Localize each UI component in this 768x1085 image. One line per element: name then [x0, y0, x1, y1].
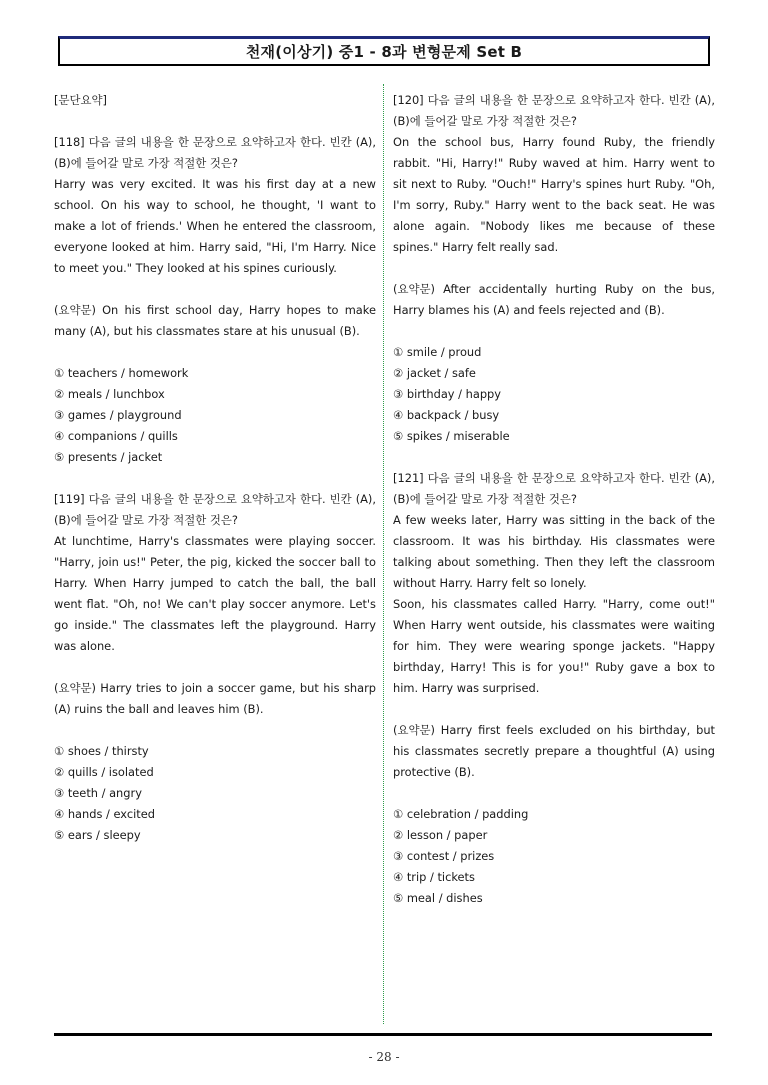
option-4[interactable]: ④ companions / quills [54, 429, 178, 443]
option-1[interactable]: ① celebration / padding [393, 807, 529, 821]
question-prompt: [118] 다음 글의 내용을 한 문장으로 요약하고자 한다. 빈칸 (A), (B)에 들어갈 말로 가장 적절한 것은? [54, 135, 376, 170]
question-passage: At lunchtime, Harry's classmates were playing soccer. "Harry, join us!" Peter, the pig, kicked the soccer ball to Harry. When Harry jumped to catch the ball, the ball went flat. "Oh, no! We can't play soccer anymore. Let's go inside." The classmates left the playground. Harry was alone. [54, 534, 376, 653]
option-2[interactable]: ② lesson / paper [393, 828, 488, 842]
question-119 [54, 489, 376, 846]
option-4[interactable]: ④ backpack / busy [393, 408, 500, 422]
option-5[interactable]: ⑤ presents / jacket [54, 450, 163, 464]
question-121 [393, 468, 715, 909]
question-summary: (요약문) On his first school day, Harry hopes to make many (A), but his classmates stare at his unusual (B). [54, 303, 376, 338]
right-column [393, 90, 715, 909]
option-1[interactable]: ① smile / proud [393, 345, 482, 359]
option-3[interactable]: ③ games / playground [54, 408, 182, 422]
question-passage: Harry was very excited. It was his first day at a new school. On his way to school, he thought, 'I want to make a lot of friends.' When he entered the classroom, everyone looked at him. Harry said, "Hi, I'm Harry. Nice to meet you." They looked at his spines curiously. [54, 177, 376, 275]
question-passage-continued: Soon, his classmates called Harry. "Harry, come out!" When Harry went outside, his classmates were waiting for him. They were wearing sponge jackets. "Happy birthday, Harry! This is for you!" Ruby gave a box to him. Harry was surprised. [393, 597, 715, 695]
page-title: 천재(이상기) 중1 - 8과 변형문제 Set B [245, 43, 523, 61]
question-summary: (요약문) After accidentally hurting Ruby on the bus, Harry blames his (A) and feels rejected and (B). [393, 282, 715, 317]
page-number: - 28 - [368, 1050, 400, 1064]
question-prompt: [120] 다음 글의 내용을 한 문장으로 요약하고자 한다. 빈칸 (A), (B)에 들어갈 말로 가장 적절한 것은? [393, 93, 715, 128]
question-prompt: [121] 다음 글의 내용을 한 문장으로 요약하고자 한다. 빈칸 (A), (B)에 들어갈 말로 가장 적절한 것은? [393, 471, 715, 506]
column-divider [383, 84, 384, 1024]
question-prompt: [119] 다음 글의 내용을 한 문장으로 요약하고자 한다. 빈칸 (A), (B)에 들어갈 말로 가장 적절한 것은? [54, 492, 376, 527]
option-4[interactable]: ④ trip / tickets [393, 870, 475, 884]
question-118 [54, 132, 376, 468]
option-5[interactable]: ⑤ meal / dishes [393, 891, 483, 905]
question-passage: A few weeks later, Harry was sitting in the back of the classroom. It was his birthday. His classmates were talking about something. Then they left the classroom without Harry. Harry felt so lonely. [393, 513, 715, 590]
left-column [54, 90, 376, 846]
question-120 [393, 90, 715, 447]
option-5[interactable]: ⑤ ears / sleepy [54, 828, 141, 842]
option-5[interactable]: ⑤ spikes / miserable [393, 429, 510, 443]
option-2[interactable]: ② jacket / safe [393, 366, 476, 380]
question-summary: (요약문) Harry first feels excluded on his birthday, but his classmates secretly prepare a thoughtful (A) using protective (B). [393, 723, 715, 779]
footer-rule [54, 1033, 712, 1036]
option-4[interactable]: ④ hands / excited [54, 807, 155, 821]
option-2[interactable]: ② meals / lunchbox [54, 387, 165, 401]
page-header [58, 36, 710, 66]
question-summary: (요약문) Harry tries to join a soccer game, but his sharp (A) ruins the ball and leaves him (B). [54, 681, 376, 716]
option-1[interactable]: ① teachers / homework [54, 366, 189, 380]
option-3[interactable]: ③ contest / prizes [393, 849, 495, 863]
option-3[interactable]: ③ birthday / happy [393, 387, 502, 401]
option-1[interactable]: ① shoes / thirsty [54, 744, 149, 758]
section-label: [문단요약] [54, 93, 107, 107]
option-2[interactable]: ② quills / isolated [54, 765, 154, 779]
question-passage: On the school bus, Harry found Ruby, the friendly rabbit. "Hi, Harry!" Ruby waved at him. Harry went to sit next to Ruby. "Ouch!" Harry's spines hurt Ruby. "Oh, I'm sorry, Ruby." Harry went to the back seat. He was alone again. "Nobody likes me because of these spines." Harry felt really sad. [393, 135, 715, 254]
option-3[interactable]: ③ teeth / angry [54, 786, 142, 800]
